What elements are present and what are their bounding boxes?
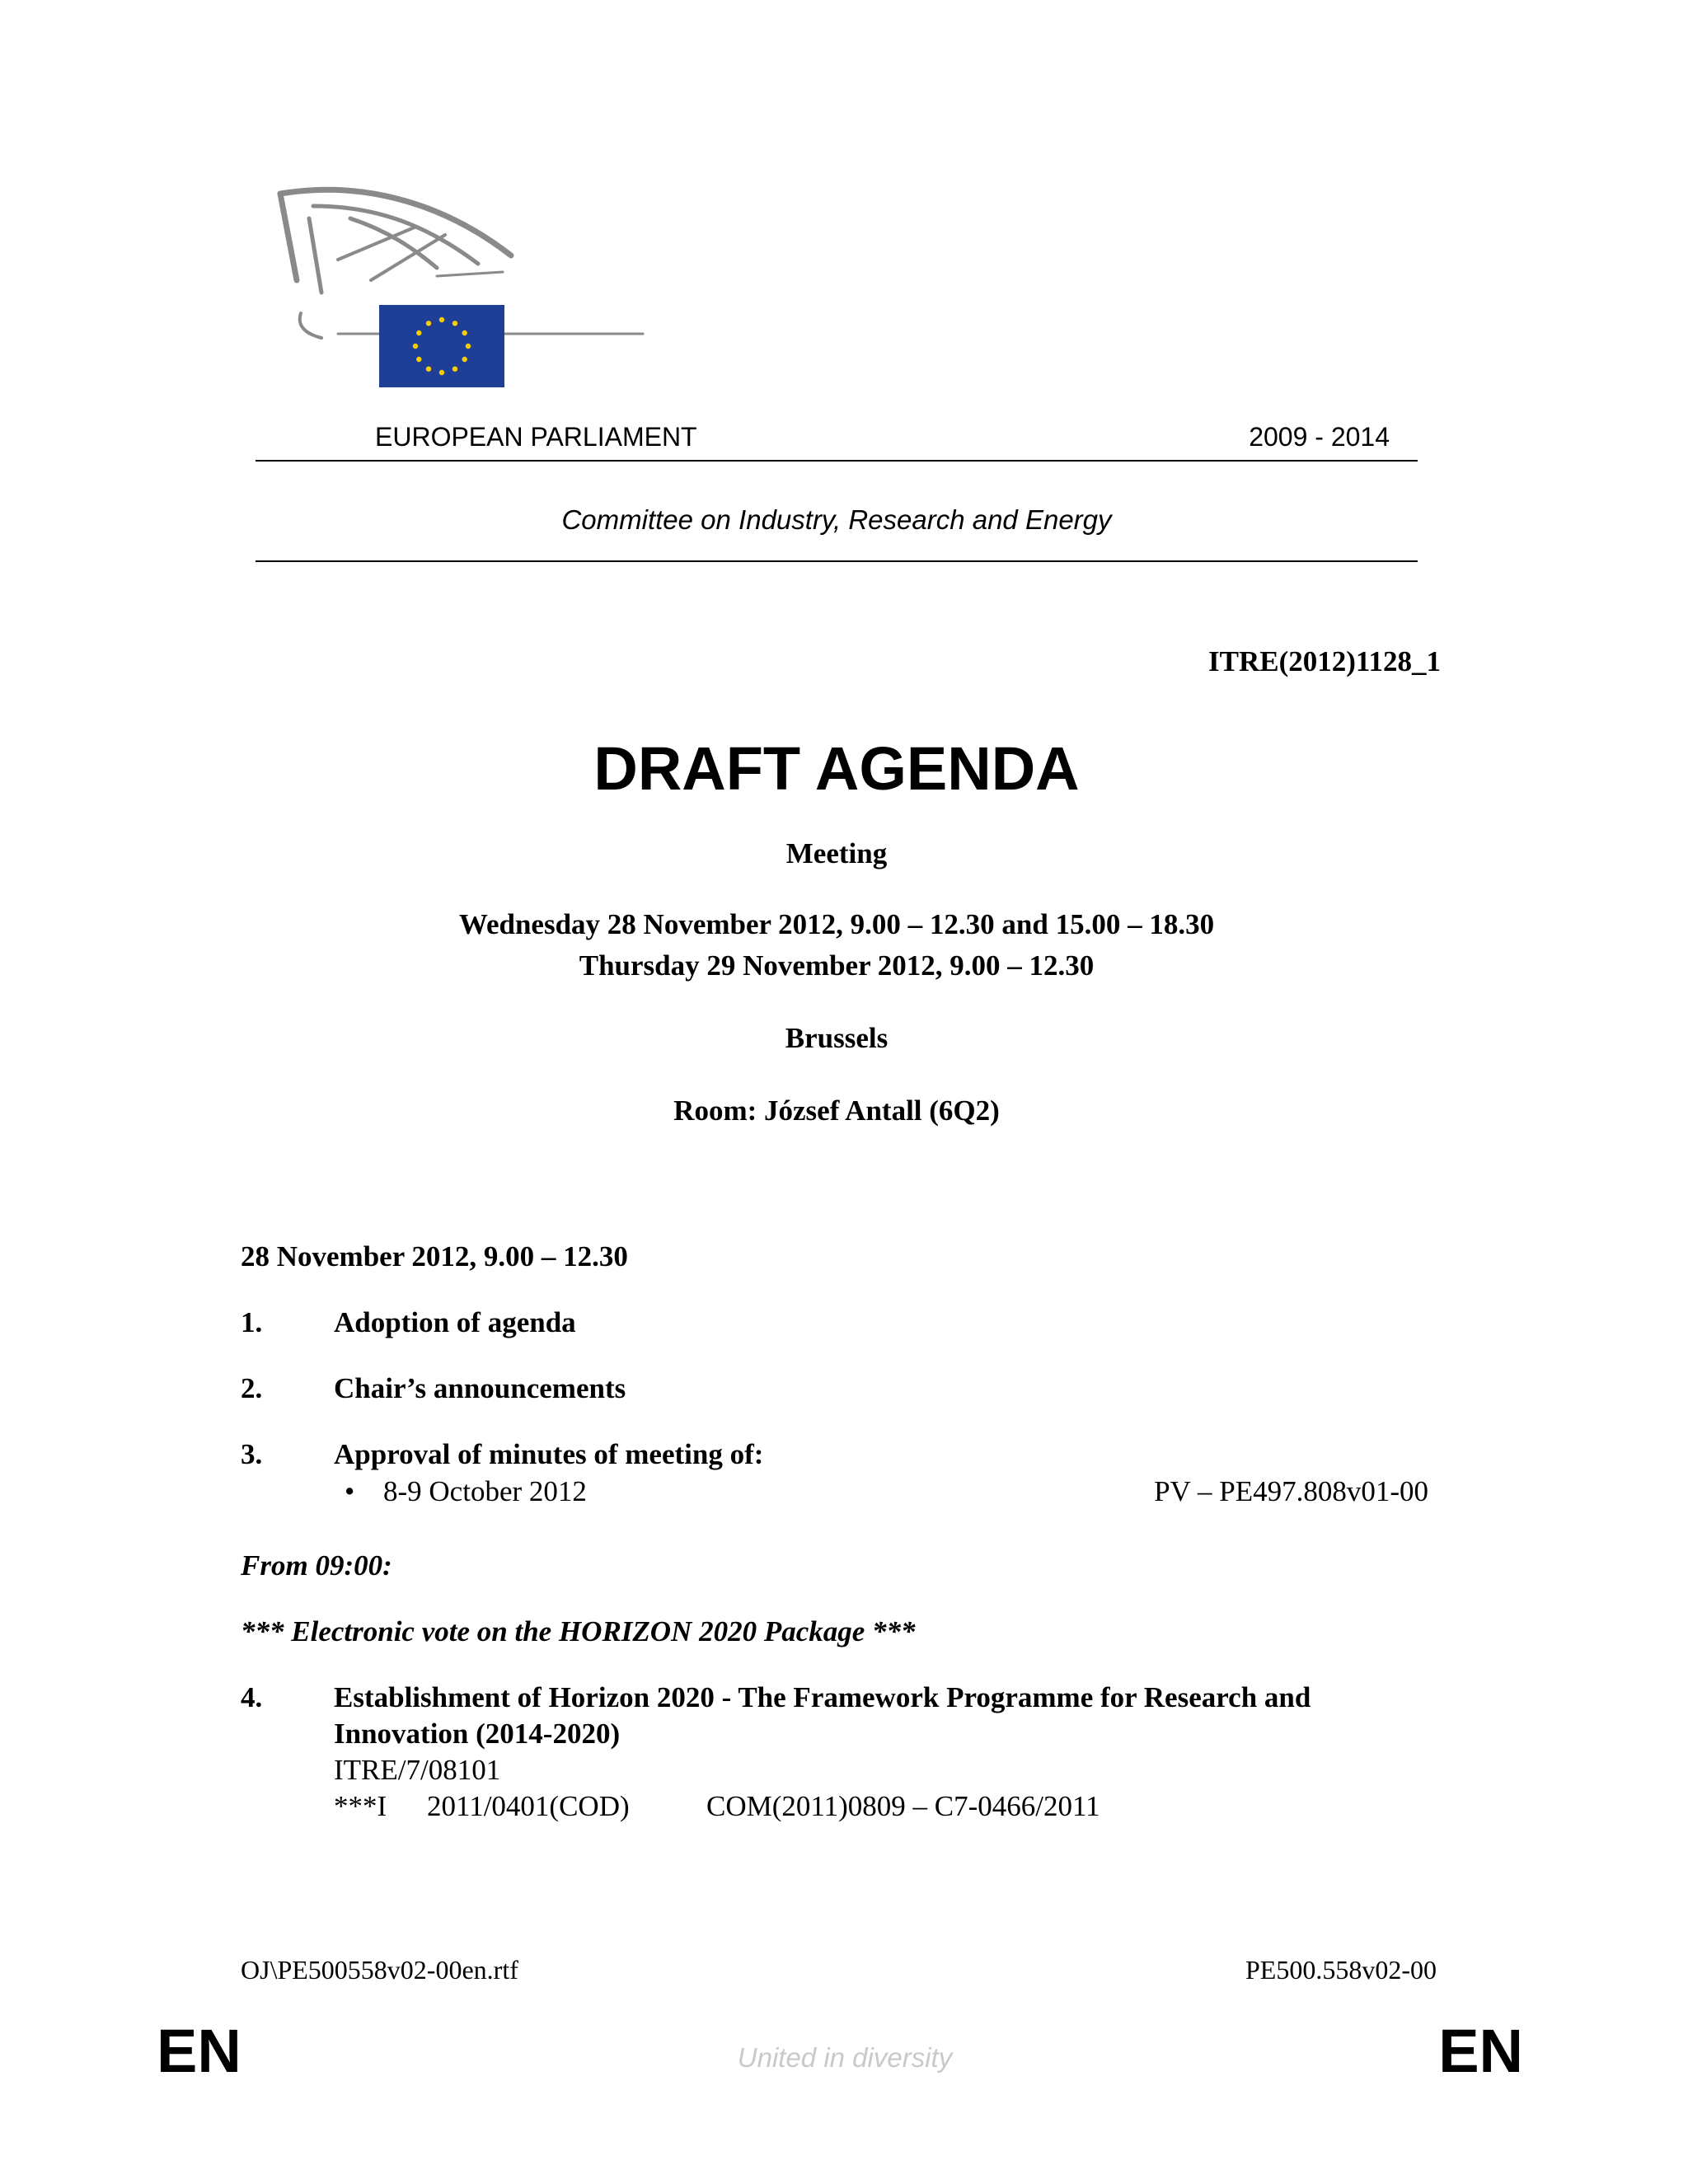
european-parliament-logo	[272, 181, 651, 396]
header-rule-top	[256, 460, 1418, 462]
motto: United in diversity	[737, 2042, 953, 2073]
star-icon	[452, 367, 457, 372]
procedure-mark: ***I	[334, 1790, 387, 1822]
star-icon	[416, 357, 421, 362]
item-title: Establishment of Horizon 2020 - The Framework Programme for Research and	[334, 1681, 1311, 1713]
item-title: Approval of minutes of meeting of:	[334, 1438, 764, 1470]
star-icon	[416, 330, 421, 335]
header-rule-bottom	[256, 560, 1418, 562]
session-heading: 28 November 2012, 9.00 – 12.30	[241, 1240, 628, 1272]
item-number: 3.	[241, 1438, 263, 1470]
institution-name: EUROPEAN PARLIAMENT	[375, 422, 697, 452]
item-title-continued: Innovation (2014-2020)	[334, 1718, 621, 1750]
meeting-room: Room: József Antall (6Q2)	[673, 1094, 1000, 1127]
language-code-left: EN	[157, 2017, 241, 2085]
procedure-documents: COM(2011)0809 – C7-0466/2011	[706, 1790, 1100, 1822]
star-icon	[462, 357, 467, 362]
star-icon	[426, 321, 431, 326]
bullet-date: 8-9 October 2012	[383, 1475, 587, 1507]
star-icon	[439, 317, 444, 322]
document-reference: ITRE(2012)1128_1	[1208, 645, 1441, 677]
item-number: 1.	[241, 1306, 263, 1338]
star-icon	[466, 344, 471, 349]
item-title: Adoption of agenda	[334, 1306, 576, 1338]
star-icon	[452, 321, 457, 326]
file-number: ITRE/7/08101	[334, 1754, 501, 1786]
language-code-right: EN	[1438, 2017, 1523, 2085]
meeting-label: Meeting	[785, 837, 888, 869]
star-icon	[439, 370, 444, 375]
bullet-dot: •	[345, 1475, 355, 1507]
committee-name: Committee on Industry, Research and Energy	[561, 504, 1112, 535]
star-icon	[413, 344, 418, 349]
item-number: 4.	[241, 1681, 263, 1713]
item-title: Chair’s announcements	[334, 1372, 626, 1404]
vote-note: *** Electronic vote on the HORIZON 2020 Package ***	[241, 1615, 916, 1647]
meeting-date-1: Wednesday 28 November 2012, 9.00 – 12.30 and 15.00 – 18.30	[458, 908, 1215, 940]
star-icon	[462, 330, 467, 335]
from-time: From 09:00:	[241, 1549, 392, 1582]
footer-file-name: OJ\PE500558v02-00en.rtf	[241, 1955, 518, 1985]
star-icon	[426, 367, 431, 372]
term-years: 2009 - 2014	[1249, 422, 1390, 452]
minutes-reference: PV – PE497.808v01-00	[1154, 1475, 1428, 1507]
item-number: 2.	[241, 1372, 263, 1404]
footer-doc-number: PE500.558v02-00	[1245, 1955, 1437, 1985]
meeting-date-2: Thursday 29 November 2012, 9.00 – 12.30	[579, 949, 1095, 982]
page-title: DRAFT AGENDA	[593, 734, 1080, 803]
meeting-place: Brussels	[785, 1022, 889, 1054]
procedure-number: 2011/0401(COD)	[427, 1790, 630, 1822]
